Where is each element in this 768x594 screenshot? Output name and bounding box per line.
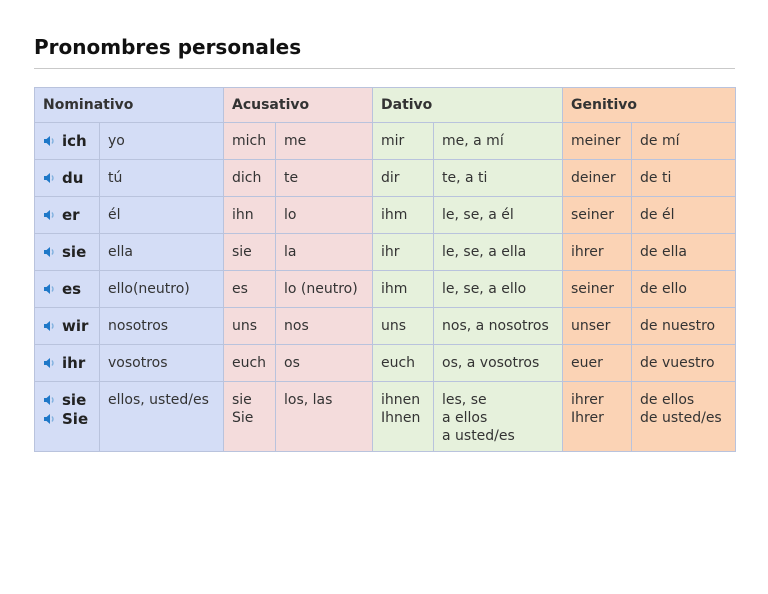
- cell-text: vosotros: [108, 355, 168, 371]
- acusativo-de-cell: [224, 234, 276, 271]
- dativo-de-cell: [373, 234, 434, 271]
- pronoun-text: sie: [62, 391, 87, 409]
- acusativo-de-cell: [224, 308, 276, 345]
- table-row: [35, 382, 736, 452]
- nominativo-es-cell: [100, 271, 224, 308]
- speaker-icon[interactable]: [43, 172, 56, 184]
- cell-text: seiner: [571, 207, 615, 223]
- dativo-de-cell: [373, 308, 434, 345]
- cell-text: uns: [232, 318, 258, 334]
- table-row: [35, 160, 736, 197]
- pronoun-cell: [35, 234, 100, 271]
- speaker-icon[interactable]: [43, 357, 56, 369]
- cell-text: le, se, a ella: [442, 244, 527, 260]
- pronoun-line: [43, 243, 91, 262]
- pronoun-line: [43, 354, 91, 373]
- cell-text: Ihrer: [571, 410, 604, 426]
- cell-text: ihr: [381, 244, 400, 260]
- speaker-icon[interactable]: [43, 209, 56, 221]
- dativo-de-cell: [373, 345, 434, 382]
- genitivo-es-cell: [632, 160, 736, 197]
- cell-text: ellos, usted/es: [108, 392, 209, 408]
- cell-text: ella: [108, 244, 133, 260]
- cell-text: los, las: [284, 392, 333, 408]
- cell-text: sie: [232, 392, 252, 408]
- cell-text: os, a vosotros: [442, 355, 540, 371]
- pronoun-cell: [35, 308, 100, 345]
- acusativo-de-cell: [224, 160, 276, 197]
- table-row: [35, 197, 736, 234]
- speaker-icon[interactable]: [43, 283, 56, 295]
- pronoun-cell: [35, 123, 100, 160]
- acusativo-de-cell: [224, 271, 276, 308]
- page-content: [34, 32, 735, 452]
- pronoun-line: [43, 410, 91, 429]
- cell-text: de usted/es: [640, 410, 722, 426]
- cell-text: euch: [381, 355, 416, 371]
- cell-text: de vuestro: [640, 355, 715, 371]
- nominativo-es-cell: [100, 234, 224, 271]
- pronoun-line: [43, 169, 91, 188]
- dativo-de-cell: [373, 271, 434, 308]
- dativo-es-cell: [434, 271, 563, 308]
- dativo-de-cell: [373, 123, 434, 160]
- cell-text: les, se: [442, 392, 487, 408]
- genitivo-de-cell: [563, 197, 632, 234]
- cell-text: nosotros: [108, 318, 169, 334]
- cell-text: dich: [232, 170, 262, 186]
- genitivo-de-cell: [563, 345, 632, 382]
- genitivo-de-cell: [563, 234, 632, 271]
- cell-text: nos, a nosotros: [442, 318, 549, 334]
- pronoun-cell: [35, 197, 100, 234]
- genitivo-es-cell: [632, 123, 736, 160]
- table-row: [35, 123, 736, 160]
- header-row: [35, 88, 736, 123]
- cell-text: le, se, a él: [442, 207, 514, 223]
- acusativo-es-cell: [276, 234, 373, 271]
- cell-text: de mí: [640, 133, 680, 149]
- genitivo-de-cell: [563, 382, 632, 452]
- nominativo-es-cell: [100, 308, 224, 345]
- acusativo-es-cell: [276, 197, 373, 234]
- acusativo-de-cell: [224, 197, 276, 234]
- pronoun-line: [43, 280, 91, 299]
- cell-text: meiner: [571, 133, 621, 149]
- cell-text: yo: [108, 133, 125, 149]
- speaker-icon[interactable]: [43, 394, 56, 406]
- dativo-es-cell: [434, 345, 563, 382]
- nominativo-es-cell: [100, 197, 224, 234]
- cell-text: ihrer: [571, 244, 604, 260]
- acusativo-de-cell: [224, 345, 276, 382]
- cell-text: Ihnen: [381, 410, 421, 426]
- cell-text: Sie: [232, 410, 254, 426]
- nominativo-es-cell: [100, 345, 224, 382]
- dativo-es-cell: [434, 382, 563, 452]
- dativo-de-cell: [373, 382, 434, 452]
- header-genitivo: Genitivo: [563, 88, 736, 123]
- cell-text: sie: [232, 244, 252, 260]
- cell-text: me: [284, 133, 307, 149]
- cell-text: la: [284, 244, 297, 260]
- cell-text: te: [284, 170, 299, 186]
- pronoun-cell: [35, 271, 100, 308]
- header-dativo: Dativo: [373, 88, 563, 123]
- pronoun-text: ihr: [62, 353, 86, 372]
- acusativo-es-cell: [276, 271, 373, 308]
- genitivo-es-cell: [632, 197, 736, 234]
- cell-text: ihn: [232, 207, 254, 223]
- speaker-icon[interactable]: [43, 135, 56, 147]
- cell-text: de ti: [640, 170, 672, 186]
- pronoun-text: du: [62, 168, 84, 187]
- pronoun-text: Sie: [62, 410, 89, 428]
- pronoun-text: es: [62, 279, 82, 298]
- table-row: [35, 234, 736, 271]
- cell-text: le, se, a ello: [442, 281, 527, 297]
- cell-text: lo: [284, 207, 297, 223]
- cell-text: euch: [232, 355, 267, 371]
- cell-text: ello(neutro): [108, 281, 190, 297]
- table-row: [35, 308, 736, 345]
- header-nominativo: Nominativo: [35, 88, 224, 123]
- cell-text: a usted/es: [442, 428, 515, 444]
- cell-text: ihrer: [571, 392, 604, 408]
- cell-text: unser: [571, 318, 611, 334]
- pronoun-text: ich: [62, 131, 87, 150]
- genitivo-de-cell: [563, 160, 632, 197]
- pronoun-cell: [35, 382, 100, 452]
- speaker-icon[interactable]: [43, 320, 56, 332]
- cell-text: dir: [381, 170, 400, 186]
- pronoun-cell: [35, 345, 100, 382]
- pronoun-cell: [35, 160, 100, 197]
- cell-text: de él: [640, 207, 675, 223]
- genitivo-es-cell: [632, 308, 736, 345]
- cell-text: a ellos: [442, 410, 488, 426]
- cell-text: él: [108, 207, 121, 223]
- header-acusativo: Acusativo: [224, 88, 373, 123]
- acusativo-de-cell: [224, 382, 276, 452]
- cell-text: de ellos: [640, 392, 695, 408]
- dativo-es-cell: [434, 197, 563, 234]
- cell-text: es: [232, 281, 248, 297]
- pronoun-text: er: [62, 205, 80, 224]
- speaker-icon[interactable]: [43, 413, 56, 425]
- cell-text: ihnen: [381, 392, 421, 408]
- dativo-es-cell: [434, 160, 563, 197]
- genitivo-de-cell: [563, 308, 632, 345]
- cell-text: lo (neutro): [284, 281, 358, 297]
- dativo-es-cell: [434, 234, 563, 271]
- nominativo-es-cell: [100, 123, 224, 160]
- dativo-de-cell: [373, 160, 434, 197]
- genitivo-de-cell: [563, 123, 632, 160]
- cell-text: os: [284, 355, 300, 371]
- cell-text: te, a ti: [442, 170, 488, 186]
- acusativo-es-cell: [276, 382, 373, 452]
- cell-text: tú: [108, 170, 123, 186]
- pronoun-line: [43, 391, 91, 410]
- genitivo-es-cell: [632, 382, 736, 452]
- genitivo-de-cell: [563, 271, 632, 308]
- pronoun-text: wir: [62, 316, 89, 335]
- speaker-icon[interactable]: [43, 246, 56, 258]
- pronoun-line: [43, 206, 91, 225]
- acusativo-es-cell: [276, 123, 373, 160]
- pronoun-table: [34, 87, 736, 452]
- table-row: [35, 271, 736, 308]
- genitivo-es-cell: [632, 234, 736, 271]
- cell-text: mich: [232, 133, 267, 149]
- dativo-de-cell: [373, 197, 434, 234]
- acusativo-es-cell: [276, 160, 373, 197]
- cell-text: nos: [284, 318, 309, 334]
- pronoun-text: sie: [62, 242, 87, 261]
- acusativo-de-cell: [224, 123, 276, 160]
- cell-text: me, a mí: [442, 133, 504, 149]
- acusativo-es-cell: [276, 308, 373, 345]
- cell-text: de nuestro: [640, 318, 716, 334]
- genitivo-es-cell: [632, 345, 736, 382]
- cell-text: euer: [571, 355, 603, 371]
- nominativo-es-cell: [100, 382, 224, 452]
- genitivo-es-cell: [632, 271, 736, 308]
- table-row: [35, 345, 736, 382]
- page-title: Pronombres personales: [34, 32, 735, 69]
- nominativo-es-cell: [100, 160, 224, 197]
- pronoun-line: [43, 132, 91, 151]
- cell-text: de ella: [640, 244, 687, 260]
- dativo-es-cell: [434, 308, 563, 345]
- cell-text: ihm: [381, 281, 408, 297]
- cell-text: de ello: [640, 281, 687, 297]
- cell-text: ihm: [381, 207, 408, 223]
- dativo-es-cell: [434, 123, 563, 160]
- cell-text: seiner: [571, 281, 615, 297]
- cell-text: deiner: [571, 170, 616, 186]
- acusativo-es-cell: [276, 345, 373, 382]
- cell-text: mir: [381, 133, 405, 149]
- cell-text: uns: [381, 318, 407, 334]
- pronoun-line: [43, 317, 91, 336]
